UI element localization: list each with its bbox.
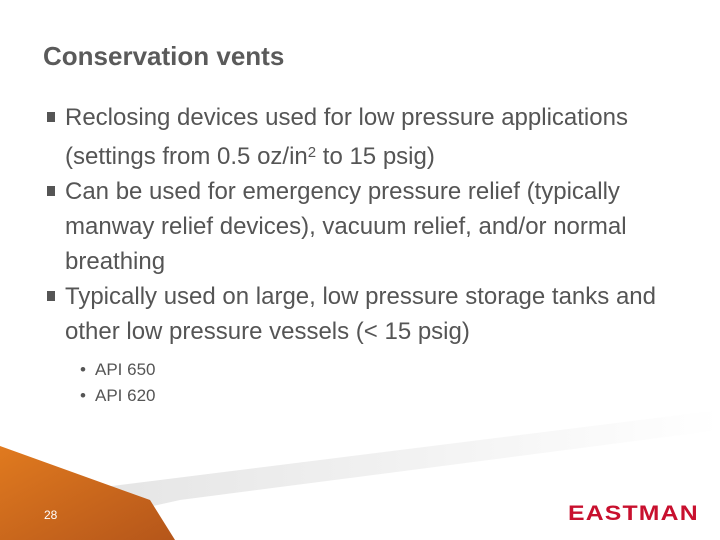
bullet-list [44,100,704,409]
bullet-text: Reclosing devices used for low pressure applications (settings from 0.5 oz/in [65,104,628,170]
slide-title: Conservation vents [43,41,285,71]
page-number: 28 [44,508,58,522]
sub-bullet-list [44,357,704,409]
bullet-item [44,100,704,174]
square-bullet-icon [47,291,55,301]
bullet-text: Can be used for emergency pressure relief (typically manway relief devices), vacuum relief, and/or normal breathing [65,178,627,275]
square-bullet-icon [47,186,55,196]
bullet-item [44,279,704,349]
bullet-text: Typically used on large, low pressure storage tanks and other low pressure vessels (< 15 psig) [65,283,656,345]
sub-bullet-item [44,383,704,409]
sub-bullet-text: API 620 [95,386,156,405]
bullet-item [44,174,704,279]
sub-bullet-item [44,357,704,383]
bullet-text-end: to 15 psig) [316,143,435,170]
dot-bullet-icon: • [80,360,86,379]
sub-bullet-text: API 650 [95,360,156,379]
eastman-logo: EASTMAN [568,502,699,525]
square-bullet-icon [47,112,55,122]
superscript: 2 [307,144,317,161]
dot-bullet-icon: • [80,386,86,405]
